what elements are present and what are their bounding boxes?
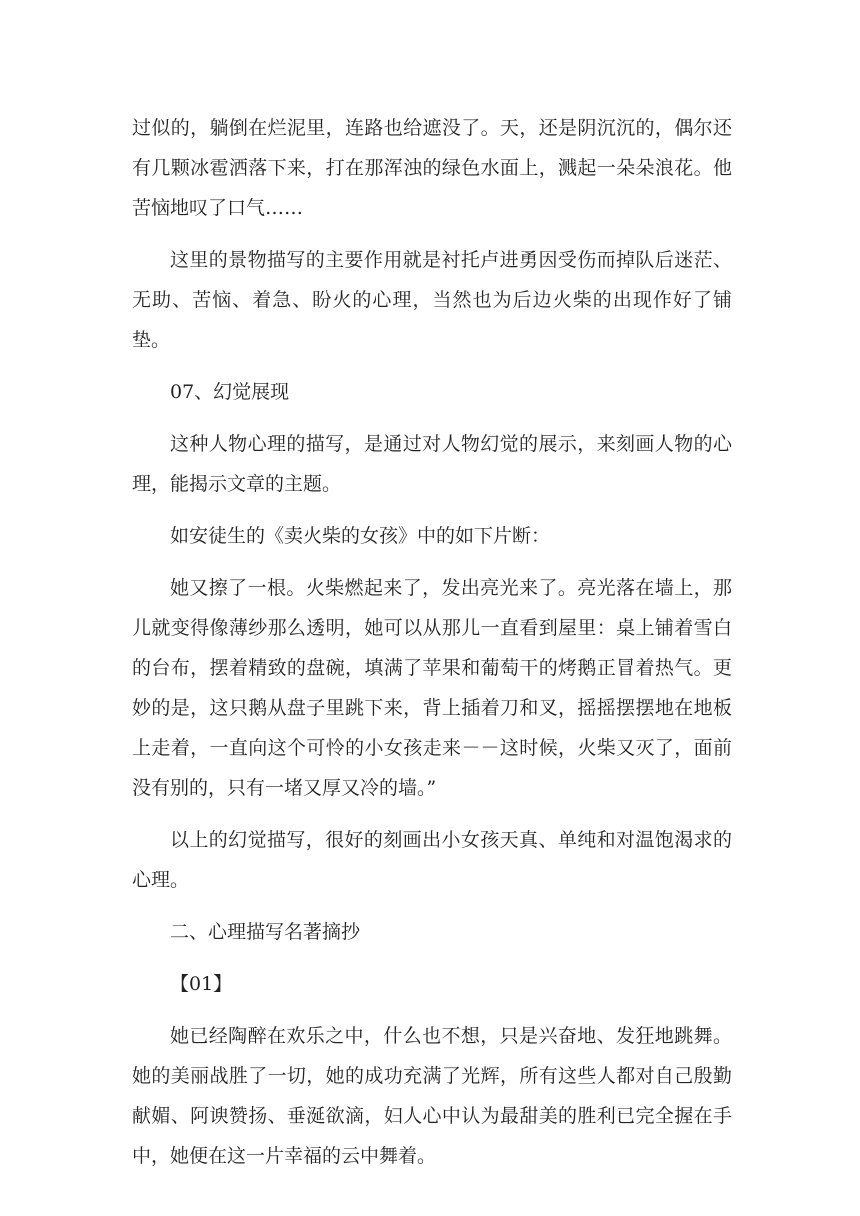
section-heading-2: 二、心理描写名著摘抄 <box>170 921 361 943</box>
paragraph-1: 过似的，躺倒在烂泥里，连路也给遮没了。天，还是阴沉沉的，偶尔还有几颗冰雹洒落下来，打在那浑浊的绿色水面上，溅起一朵朵浪花。他苦恼地叹了口气…… <box>132 117 732 219</box>
paragraph-2: 这里的景物描写的主要作用就是衬托卢进勇因受伤而掉队后迷茫、无助、苦恼、着急、盼火的心理，当然也为后边火柴的出现作好了铺垫。 <box>132 249 732 351</box>
subsection-label-01: 【01】 <box>170 973 233 995</box>
paragraph-5: 如安徒生的《卖火柴的女孩》中的如下片断： <box>170 525 551 547</box>
paragraph-7: 以上的幻觉描写，很好的刻画出小女孩天真、单纯和对温饱渴求的心理。 <box>132 829 732 891</box>
document-body <box>132 108 732 1176</box>
paragraph-10: 她已经陶醉在欢乐之中，什么也不想，只是兴奋地、发狂地跳舞。她的美丽战胜了一切，她的成功充满了光辉，所有这些人都对自己殷勤献媚、阿谀赞扬、垂涎欲滴，妇人心中认为最甜美的胜利已完全握在手中，她便在这一片幸福的云中舞着。 <box>132 1025 732 1167</box>
section-heading-07: 07、幻觉展现 <box>170 381 290 403</box>
paragraph-quote: 她又擦了一根。火柴燃起来了，发出亮光来了。亮光落在墙上，那儿就变得像薄纱那么透明，她可以从那儿一直看到屋里：桌上铺着雪白的台布，摆着精致的盘碗，填满了苹果和葡萄干的烤鹅正冒着热气。更妙的是，这只鹅从盘子里跳下来，背上插着刀和叉，摇摇摆摆地在地板上走着，一直向这个可怜的小女孩走来－－这时候，火柴又灭了，面前没有别的，只有一堵又厚又冷的墙。” <box>132 577 732 799</box>
paragraph-4: 这种人物心理的描写，是通过对人物幻觉的展示，来刻画人物的心理，能揭示文章的主题。 <box>132 433 732 495</box>
